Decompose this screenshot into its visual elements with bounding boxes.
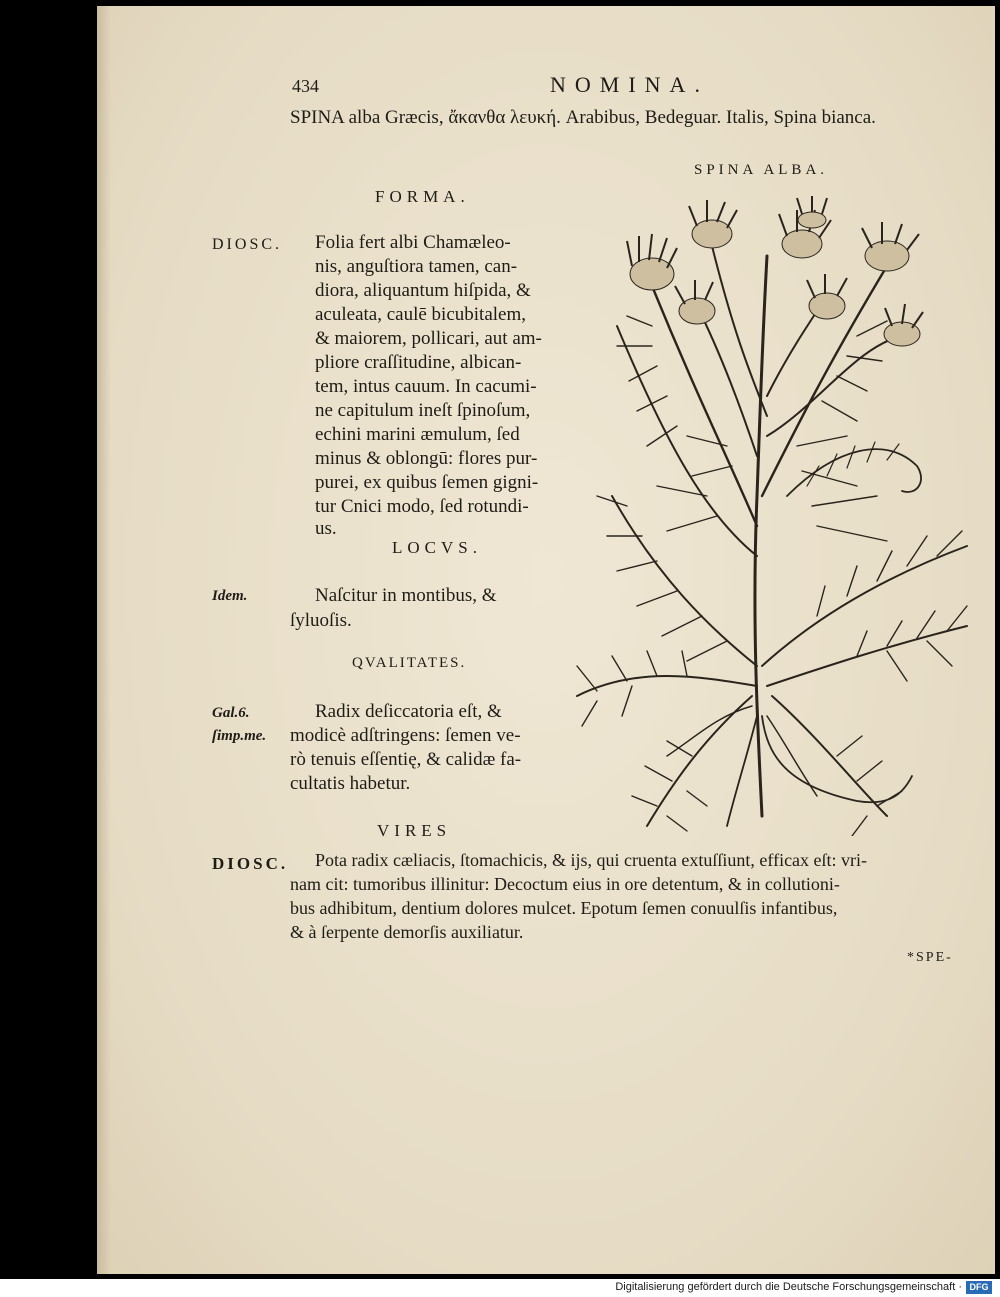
qualitates-line: modicè adſtringens: ſemen ve- xyxy=(290,725,521,746)
thistle-woodcut-illustration xyxy=(557,196,977,836)
footer-credit: Digitalisierung gefördert durch die Deutsche Forschungsgemeinschaft · xyxy=(615,1281,962,1293)
heading-qualitates: QVALITATES. xyxy=(352,655,467,671)
heading-vires: VIRES xyxy=(377,821,452,840)
qualitates-line: rò tenuis eſſentię, & calidæ fa- xyxy=(290,749,522,770)
running-title: NOMINA. xyxy=(550,72,709,97)
page-number: 434 xyxy=(292,76,319,96)
book-page xyxy=(97,6,995,1274)
vires-line: nam cit: tumoribus illinitur: Decoctum eius in ore detentum, & in collutioni- xyxy=(290,874,840,894)
forma-line: purei, ex quibus ſemen gigni- xyxy=(315,472,539,493)
forma-line: nis, anguſtiora tamen, can- xyxy=(315,256,518,277)
heading-locus: LOCVS. xyxy=(392,538,482,557)
margin-note-locus: Idem. xyxy=(212,588,248,604)
forma-line: & maiorem, pollicari, aut am- xyxy=(315,328,542,349)
spine-shadow xyxy=(97,6,111,1274)
vires-line: bus adhibitum, dentium dolores mulcet. Epotum ſemen conuulſis infantibus, xyxy=(290,898,838,918)
margin-note-forma: DIOSC. xyxy=(212,236,283,253)
dfg-logo[interactable]: DFG xyxy=(966,1281,992,1294)
forma-line: echini marini æmulum, ſed xyxy=(315,424,520,445)
qualitates-line: Radix deſiccatoria eſt, & xyxy=(315,701,502,722)
margin-note-qualitates-1: Gal.6. xyxy=(212,705,250,721)
margin-note-qualitates-2: ſimp.me. xyxy=(212,728,267,744)
vires-line: Pota radix cæliacis, ſtomachicis, & ijs, qui cruenta extuſſiunt, efficax eſt: vri- xyxy=(315,850,868,870)
locus-line: Naſcitur in montibus, & xyxy=(315,585,497,606)
catchword: *SPE- xyxy=(907,950,953,965)
forma-line: us. xyxy=(315,518,337,539)
vires-line: & à ſerpente demorſis auxiliatur. xyxy=(290,922,524,942)
margin-note-vires: DIOSC. xyxy=(212,854,289,873)
forma-line: tur Cnici modo, ſed rotundi- xyxy=(315,496,529,517)
heading-forma: FORMA. xyxy=(375,187,470,206)
forma-line: Folia fert albi Chamæleo- xyxy=(315,232,511,253)
names-line: SPINA alba Græcis, ἄκανθα λευκή. Arabibus, Bedeguar. Italis, Spina bianca. xyxy=(290,107,876,128)
forma-line: minus & oblongū: flores pur- xyxy=(315,448,538,469)
forma-line: tem, intus cauum. In cacumi- xyxy=(315,376,537,397)
forma-line: aculeata, caulē bicubitalem, xyxy=(315,304,526,325)
figure-caption: SPINA ALBA. xyxy=(694,162,829,178)
forma-line: ne capitulum ineſt ſpinoſum, xyxy=(315,400,531,421)
footer-bar xyxy=(0,1279,1000,1297)
forma-line: pliore craſſitudine, albican- xyxy=(315,352,522,373)
qualitates-line: cultatis habetur. xyxy=(290,773,411,794)
forma-line: diora, aliquantum hiſpida, & xyxy=(315,280,531,301)
locus-line: ſyluoſis. xyxy=(290,610,352,631)
